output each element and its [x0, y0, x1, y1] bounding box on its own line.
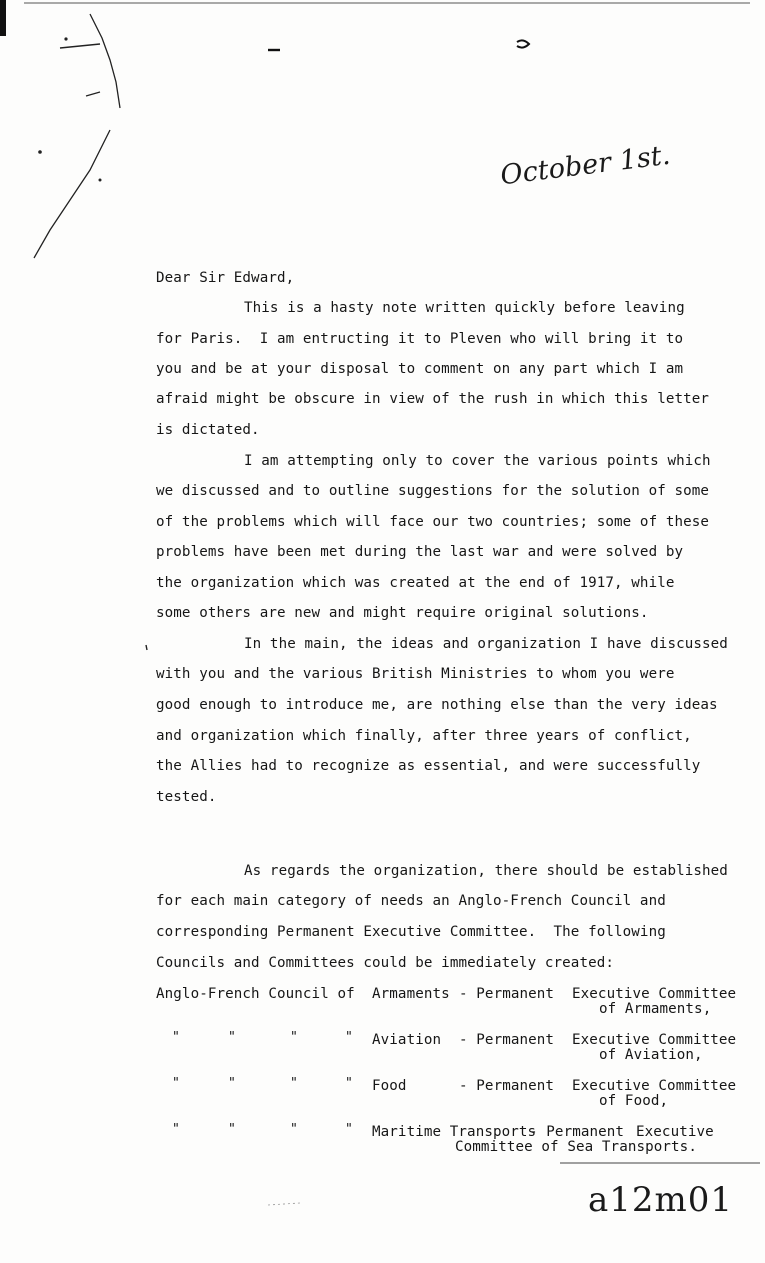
body-line: afraid might be obscure in view of the rush in which this letter — [156, 391, 710, 407]
body-line: good enough to introduce me, are nothing else than the very ideas — [156, 697, 718, 713]
body-line: you and be at your disposal to comment on any part which I am — [156, 361, 684, 377]
ditto-mark: " — [345, 1122, 353, 1137]
ditto-mark: " — [290, 1030, 298, 1045]
body-line: for each main category of needs an Anglo-French Council and — [156, 893, 666, 909]
body-line: This is a hasty note written quickly before leaving — [244, 300, 685, 316]
body-line: In the main, the ideas and organization I have discussed — [244, 636, 728, 652]
committee-line: Executive Committee — [572, 1078, 737, 1094]
ditto-mark: " — [290, 1122, 298, 1137]
salutation: Dear Sir Edward, — [156, 270, 295, 286]
ditto-mark: " — [228, 1030, 236, 1045]
body-line: with you and the various British Ministries to whom you were — [156, 666, 675, 682]
council-name: Armaments — [372, 986, 450, 1002]
committee-line: Executive — [636, 1124, 714, 1140]
ditto-mark: " — [172, 1122, 180, 1137]
council-dash: - Permanent — [459, 986, 555, 1002]
body-line: we discussed and to outline suggestions for the solution of some — [156, 483, 710, 499]
council-dash: - Permanent — [459, 1078, 555, 1094]
body-line: of the problems which will face our two countries; some of these — [156, 514, 710, 530]
body-line: the Allies had to recognize as essential, and were successfully — [156, 758, 701, 774]
body-line: problems have been met during the last war and were solved by — [156, 544, 684, 560]
council-dash: - Permanent — [459, 1032, 555, 1048]
handwritten-archive-code: a12m01 — [588, 1180, 734, 1220]
ditto-mark: " — [172, 1076, 180, 1091]
body-line: Councils and Committees could be immediately created: — [156, 955, 615, 971]
ditto-mark: " — [345, 1076, 353, 1091]
body-line: the organization which was created at the end of 1917, while — [156, 575, 675, 591]
body-line: is dictated. — [156, 422, 260, 438]
ditto-mark: " — [345, 1030, 353, 1045]
ditto-mark: " — [290, 1076, 298, 1091]
council-name: Maritime Transports — [372, 1124, 537, 1140]
handwritten-date: October 1st. — [498, 139, 673, 192]
council-prefix: Anglo-French Council of — [156, 986, 355, 1002]
committee-line: Executive Committee — [572, 1032, 737, 1048]
ditto-mark: " — [228, 1122, 236, 1137]
body-line: As regards the organization, there should be established — [244, 863, 728, 879]
council-dash: - Permanent — [529, 1124, 625, 1140]
committee-line: Executive Committee — [572, 986, 737, 1002]
body-line: corresponding Permanent Executive Committee. The following — [156, 924, 666, 940]
council-name: Food — [372, 1078, 407, 1094]
body-line: I am attempting only to cover the various points which — [244, 453, 711, 469]
body-line: and organization which finally, after three years of conflict, — [156, 728, 692, 744]
ditto-mark: " — [172, 1030, 180, 1045]
committee-line: Committee of Sea Transports. — [455, 1139, 697, 1155]
body-line: tested. — [156, 789, 217, 805]
committee-line: of Armaments, — [599, 1001, 712, 1017]
committee-line: of Food, — [599, 1093, 669, 1109]
council-name: Aviation — [372, 1032, 442, 1048]
body-line: for Paris. I am entructing it to Pleven who will bring it to — [156, 331, 684, 347]
body-line: some others are new and might require original solutions. — [156, 605, 649, 621]
ditto-mark: " — [228, 1076, 236, 1091]
committee-line: of Aviation, — [599, 1047, 703, 1063]
